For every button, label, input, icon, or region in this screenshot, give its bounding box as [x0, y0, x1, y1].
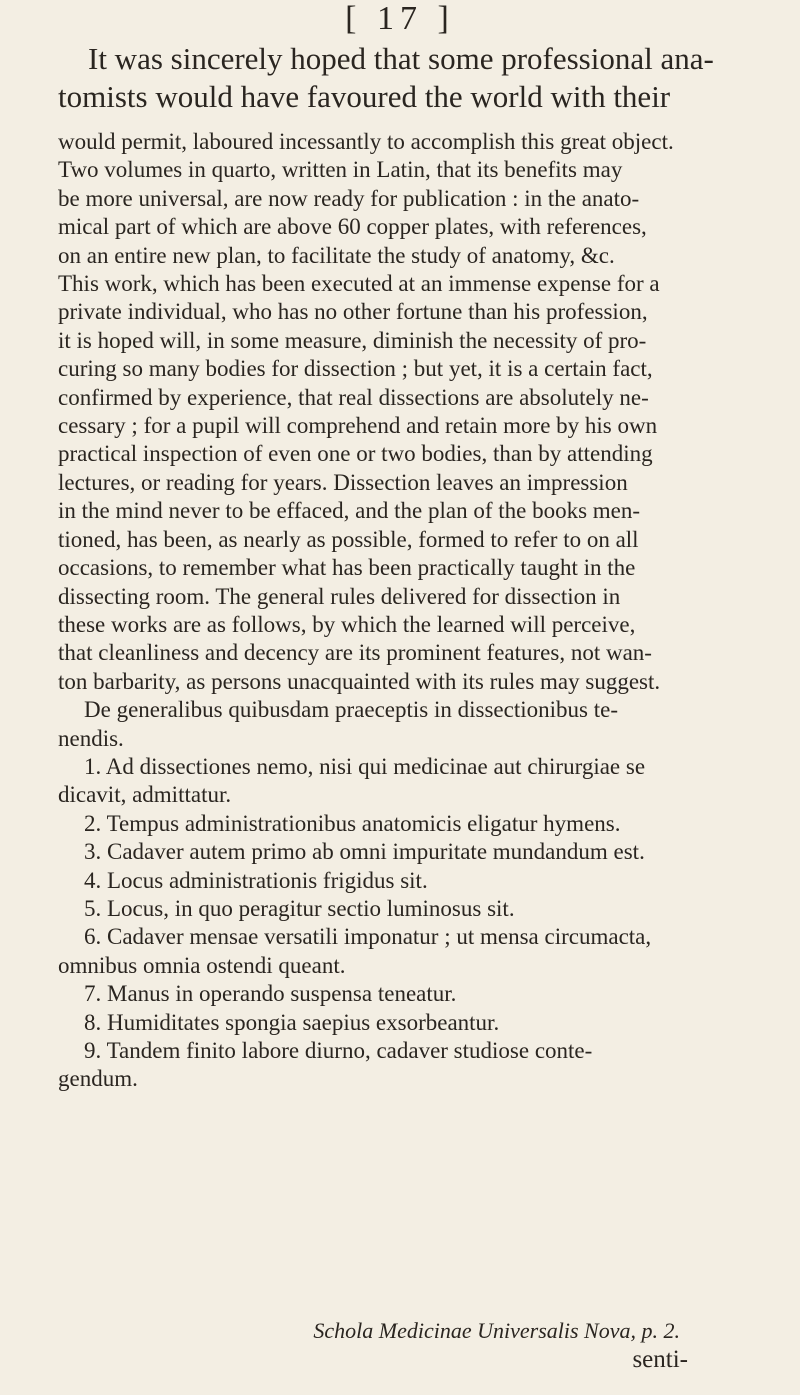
rule-item	[58, 980, 780, 1008]
rule-text: Tandem finito labore diurno, cadaver studiose conte-	[106, 1038, 593, 1063]
text-line: mical part of which are above 60 copper plates, with references,	[58, 214, 647, 240]
rule-text: omnibus omnia ostendi queant.	[58, 952, 346, 978]
rule-item	[58, 1009, 780, 1037]
text-line: nendis.	[58, 725, 124, 751]
rule-text: Cadaver autem primo ab omni impuritate mundandum est.	[107, 839, 645, 865]
text-line: lectures, or reading for years. Dissection leaves an impression	[58, 469, 628, 495]
rule-text: Humiditates spongia saepius exsorbeantur.	[107, 1009, 500, 1035]
text-line: that cleanliness and decency are its prominent features, not wan-	[58, 640, 652, 666]
text-line: in the mind never to be effaced, and the plan of the books men-	[58, 498, 641, 524]
rule-text: Tempus administrationibus anatomicis eligatur hymens.	[106, 810, 621, 836]
text-line: ton barbarity, as persons unacquainted with its rules may suggest.	[58, 668, 661, 694]
rule-number: 4.	[84, 867, 102, 893]
text-line: confirmed by experience, that real dissections are absolutely ne-	[58, 384, 649, 410]
rule-number: 9.	[84, 1038, 102, 1063]
text-line: cessary ; for a pupil will comprehend and retain more by his own	[58, 413, 658, 439]
page-number: [ 17 ]	[345, 0, 455, 37]
rule-item	[58, 753, 780, 810]
text-line: curing so many bodies for dissection ; but yet, it is a certain fact,	[58, 356, 653, 382]
text-line: tioned, has been, as nearly as possible, formed to refer to on all	[58, 526, 639, 552]
rule-number: 2.	[84, 810, 102, 836]
rule-text: Cadaver mensae versatili imponatur ; ut mensa circumacta,	[107, 924, 652, 950]
large-type-heading	[58, 40, 758, 116]
text-line: This work, which has been executed at an immense expense for a	[58, 271, 660, 297]
rule-text: Locus, in quo peragitur sectio luminosus sit.	[107, 895, 515, 921]
text-line: occasions, to remember what has been practically taught in the	[58, 555, 636, 581]
rule-item	[58, 838, 780, 866]
catchword: senti-	[632, 1346, 688, 1373]
rule-number: 1.	[84, 753, 102, 779]
text-line: these works are as follows, by which the learned will perceive,	[58, 611, 636, 637]
rule-item	[58, 1037, 780, 1094]
text-line: it is hoped will, in some measure, diminish the necessity of pro-	[58, 327, 647, 353]
text-line: De generalibus quibusdam praeceptis in dissectionibus te-	[84, 697, 618, 723]
main-paragraph	[58, 128, 780, 696]
rule-text: Manus in operando suspensa teneatur.	[107, 981, 457, 1007]
heading-line: tomists would have favoured the world with their	[58, 79, 671, 114]
body-text	[58, 128, 780, 1094]
rule-text: gendum.	[58, 1066, 138, 1092]
text-line: on an entire new plan, to facilitate the study of anatomy, &c.	[58, 242, 615, 268]
rule-number: 5.	[84, 895, 102, 921]
text-line: private individual, who has no other fortune than his profession,	[58, 299, 648, 325]
rule-number: 3.	[84, 839, 102, 865]
text-line: would permit, laboured incessantly to accomplish this great object.	[58, 129, 674, 154]
rule-number: 6.	[84, 924, 102, 950]
latin-rules-heading	[58, 696, 780, 753]
rule-item	[58, 867, 780, 895]
rule-number: 7.	[84, 981, 102, 1007]
rule-text: dicavit, admittatur.	[58, 782, 232, 808]
rule-item	[58, 810, 780, 838]
rule-number: 8.	[84, 1009, 102, 1035]
rule-text: Locus administrationis frigidus sit.	[107, 867, 428, 893]
rule-item	[58, 923, 780, 980]
heading-line: It was sincerely hoped that some professional ana-	[88, 41, 714, 76]
rule-item	[58, 895, 780, 923]
text-line: be more universal, are now ready for publication : in the anato-	[58, 185, 640, 211]
rule-text: Ad dissectiones nemo, nisi qui medicinae aut chirurgiae se	[105, 753, 646, 779]
text-line: practical inspection of even one or two bodies, than by attending	[58, 441, 653, 467]
text-line: dissecting room. The general rules delivered for dissection in	[58, 583, 621, 609]
text-line: Two volumes in quarto, written in Latin, that its benefits may	[58, 157, 623, 183]
rules-list	[58, 753, 780, 1094]
source-citation: Schola Medicinae Universalis Nova, p. 2.	[313, 1318, 680, 1343]
